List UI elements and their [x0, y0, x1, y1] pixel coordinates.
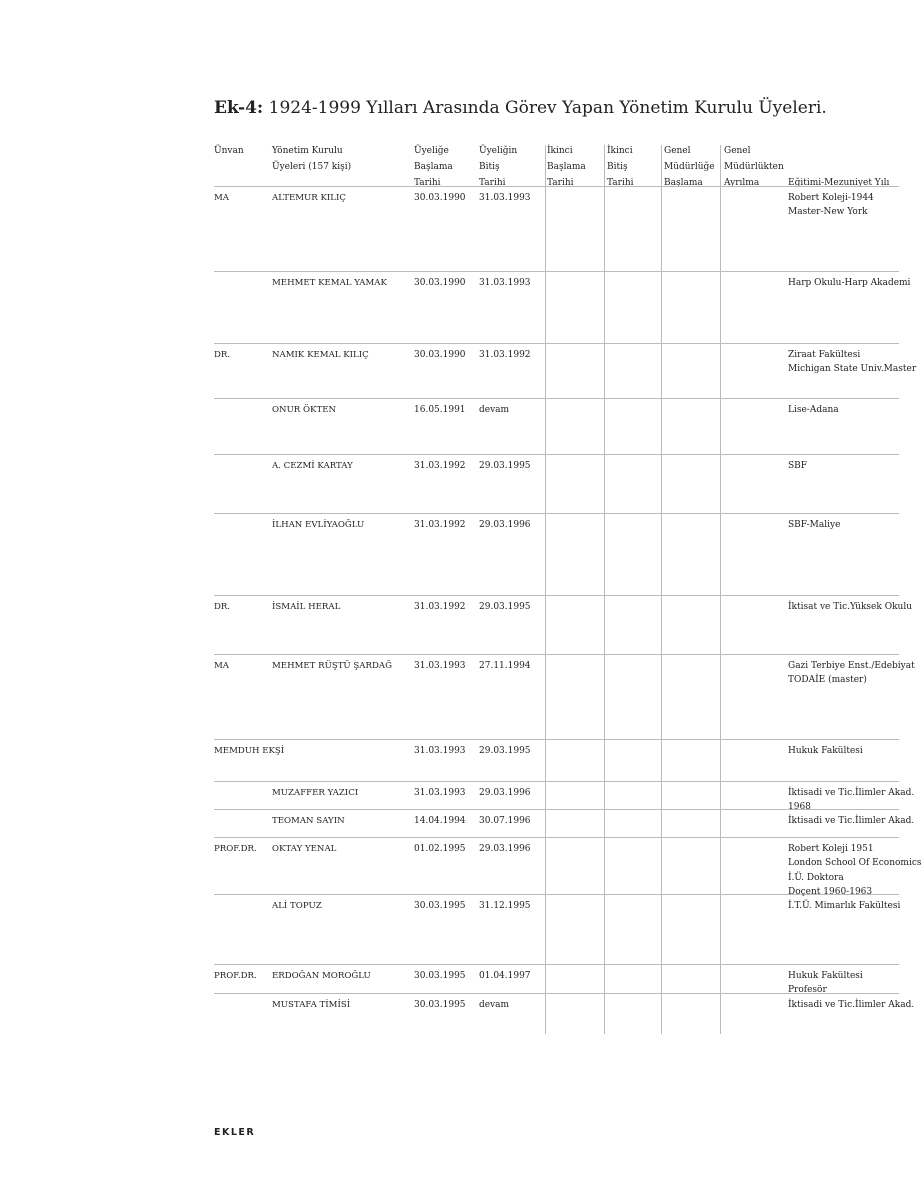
cell-name: A. CEZMİ KARTAY — [272, 461, 353, 471]
header-line: Bitiş — [607, 162, 628, 172]
row-divider — [214, 271, 899, 272]
egitim-line: 1968 — [788, 802, 811, 813]
header-line: Başlama — [414, 162, 453, 172]
row-divider — [214, 781, 899, 782]
egitim-line: İktisadi ve Tic.İlimler Akad. — [788, 788, 915, 798]
cell-bas: 30.03.1995 — [414, 901, 466, 911]
cell-egitim — [788, 276, 910, 290]
egitim-line: Michigan State Univ.Master — [788, 364, 917, 375]
header-line: İkinci — [547, 146, 573, 156]
row-divider — [214, 595, 899, 596]
cell-egitim — [788, 969, 863, 998]
cell-bas: 31.03.1992 — [414, 602, 466, 612]
cell-bas: 31.03.1992 — [414, 461, 466, 471]
header-line: Başlama — [547, 162, 586, 172]
header-line: Ayrılma — [724, 178, 760, 188]
cell-bit: 30.07.1996 — [479, 816, 531, 826]
cell-name: ALTEMUR KILIÇ — [272, 193, 346, 203]
row-divider — [214, 739, 899, 740]
row-divider — [214, 654, 899, 655]
cell-bit: 31.03.1993 — [479, 193, 531, 203]
cell-bas: 14.04.1994 — [414, 816, 466, 826]
cell-egitim — [788, 814, 914, 828]
header-egitim — [788, 175, 889, 191]
cell-egitim — [788, 786, 914, 815]
egitim-line: İktisat ve Tic.Yüksek Okulu — [788, 602, 912, 612]
cell-name: OKTAY YENAL — [272, 844, 337, 854]
egitim-line: Hukuk Fakültesi — [788, 971, 863, 981]
cell-unvan: PROF.DR. — [214, 971, 257, 981]
cell-egitim — [788, 600, 912, 614]
cell-bit: 31.03.1992 — [479, 350, 531, 360]
cell-bit: 29.03.1995 — [479, 602, 531, 612]
egitim-line: SBF-Maliye — [788, 520, 841, 530]
header-line: Genel — [724, 146, 751, 156]
egitim-line: Robert Koleji-1944 — [788, 193, 874, 203]
header-bas — [414, 143, 453, 191]
cell-unvan: DR. — [214, 602, 231, 612]
header-ikbas — [547, 143, 586, 191]
egitim-line: İktisadi ve Tic.İlimler Akad. — [788, 816, 915, 826]
egitim-line: Hukuk Fakültesi — [788, 746, 863, 756]
cell-bas: 01.02.1995 — [414, 844, 466, 854]
cell-name: İLHAN EVLİYAOĞLU — [272, 520, 365, 530]
egitim-line: İ.T.Ü. Mimarlık Fakültesi — [788, 901, 901, 911]
egitim-line: SBF — [788, 461, 808, 471]
cell-unvan: DR. — [214, 350, 231, 360]
header-line: Başlama — [664, 178, 703, 188]
cell-unvan: MA — [214, 193, 230, 203]
column-divider — [545, 145, 546, 1034]
cell-bit: 01.04.1997 — [479, 971, 531, 981]
cell-name: MEHMET RÜŞTÜ ŞARDAĞ — [272, 661, 392, 671]
egitim-line: Profesör — [788, 985, 827, 996]
cell-bas: 16.05.1991 — [414, 405, 466, 415]
cell-egitim — [788, 348, 916, 377]
title-prefix: Ek-4: — [214, 98, 264, 118]
cell-egitim — [788, 998, 914, 1012]
header-line: Üyeliğin — [479, 146, 518, 156]
cell-name: ONUR ÖKTEN — [272, 405, 336, 415]
cell-bas: 30.03.1990 — [414, 193, 466, 203]
egitim-line: London School Of Economics — [788, 858, 922, 869]
row-divider — [214, 513, 899, 514]
header-line: Tarihi — [414, 178, 441, 188]
header-line: Bitiş — [479, 162, 500, 172]
cell-bit: 29.03.1995 — [479, 461, 531, 471]
cell-unvan: MEMDUH EKŞİ — [214, 746, 285, 756]
cell-name: ALİ TOPUZ — [272, 901, 322, 911]
cell-name: MUZAFFER YAZICI — [272, 788, 359, 798]
cell-egitim — [788, 842, 922, 899]
header-line: Müdürlüğe — [664, 162, 715, 172]
cell-bas: 30.03.1990 — [414, 350, 466, 360]
cell-bas: 30.03.1995 — [414, 1000, 466, 1010]
cell-bas: 30.03.1995 — [414, 971, 466, 981]
cell-bas: 31.03.1993 — [414, 661, 466, 671]
cell-bas: 31.03.1993 — [414, 746, 466, 756]
header-ikbit — [607, 143, 634, 191]
cell-egitim — [788, 659, 915, 688]
header-line: Yönetim Kurulu — [272, 146, 343, 156]
cell-egitim — [788, 899, 900, 913]
header-line: Müdürlükten — [724, 162, 784, 172]
cell-bit: 29.03.1996 — [479, 788, 531, 798]
cell-egitim — [788, 744, 863, 758]
cell-egitim — [788, 191, 874, 220]
row-divider — [214, 964, 899, 965]
cell-name: NAMIK KEMAL KILIÇ — [272, 350, 369, 360]
row-divider — [214, 454, 899, 455]
cell-bit: 29.03.1996 — [479, 520, 531, 530]
cell-egitim — [788, 403, 839, 417]
cell-bas: 30.03.1990 — [414, 278, 466, 288]
section-footer: EKLER — [214, 1127, 256, 1138]
egitim-line: İ.Ü. Doktora — [788, 872, 844, 883]
row-divider — [214, 186, 899, 187]
header-bit — [479, 143, 517, 191]
egitim-line: Gazi Terbiye Enst./Edebiyat — [788, 661, 915, 671]
column-divider — [604, 145, 605, 1034]
cell-bas: 31.03.1992 — [414, 520, 466, 530]
cell-bit: 31.12.1995 — [479, 901, 531, 911]
header-line: Tarihi — [607, 178, 634, 188]
cell-name: MEHMET KEMAL YAMAK — [272, 278, 387, 288]
cell-egitim — [788, 518, 840, 532]
header-line: İkinci — [607, 146, 633, 156]
header-line: Genel — [664, 146, 691, 156]
header-uye — [272, 143, 351, 175]
cell-name: MUSTAFA TİMİSİ — [272, 1000, 351, 1010]
cell-bit: 31.03.1993 — [479, 278, 531, 288]
egitim-line: Lise-Adana — [788, 405, 839, 415]
header-line: Tarihi — [547, 178, 574, 188]
header-gmbas — [664, 143, 715, 191]
egitim-line: Doçent 1960-1963 — [788, 886, 873, 897]
egitim-line: Master-New York — [788, 207, 868, 218]
row-divider — [214, 343, 899, 344]
cell-bit: 29.03.1995 — [479, 746, 531, 756]
egitim-line: İktisadi ve Tic.İlimler Akad. — [788, 1000, 915, 1010]
cell-bit: devam — [479, 405, 510, 415]
header-line: Üyeliğe — [414, 146, 449, 156]
cell-name: TEOMAN SAYIN — [272, 816, 345, 826]
header-line: Eğitimi-Mezuniyet Yılı — [788, 178, 890, 188]
cell-unvan: MA — [214, 661, 230, 671]
egitim-line: Ziraat Fakültesi — [788, 350, 861, 360]
cell-name: İSMAİL HERAL — [272, 602, 341, 612]
column-divider — [661, 145, 662, 1034]
column-divider — [720, 145, 721, 1034]
header-line: Üyeleri (157 kişi) — [272, 162, 352, 172]
cell-egitim — [788, 459, 807, 473]
cell-bit: devam — [479, 1000, 510, 1010]
cell-name: ERDOĞAN MOROĞLU — [272, 971, 371, 981]
egitim-line: TODAİE (master) — [788, 675, 867, 686]
cell-bit: 29.03.1996 — [479, 844, 531, 854]
cell-bit: 27.11.1994 — [479, 661, 531, 671]
cell-bas: 31.03.1993 — [414, 788, 466, 798]
header-line: Ünvan — [214, 146, 244, 156]
header-gmayr — [724, 143, 784, 191]
row-divider — [214, 398, 899, 399]
page-title — [214, 98, 827, 118]
header-unvan — [214, 143, 244, 159]
cell-unvan: PROF.DR. — [214, 844, 257, 854]
row-divider — [214, 837, 899, 838]
egitim-line: Harp Okulu-Harp Akademi — [788, 278, 911, 288]
title-text: 1924-1999 Yılları Arasında Görev Yapan Yönetim Kurulu Üyeleri. — [263, 98, 827, 118]
header-line: Tarihi — [479, 178, 506, 188]
egitim-line: Robert Koleji 1951 — [788, 844, 874, 854]
